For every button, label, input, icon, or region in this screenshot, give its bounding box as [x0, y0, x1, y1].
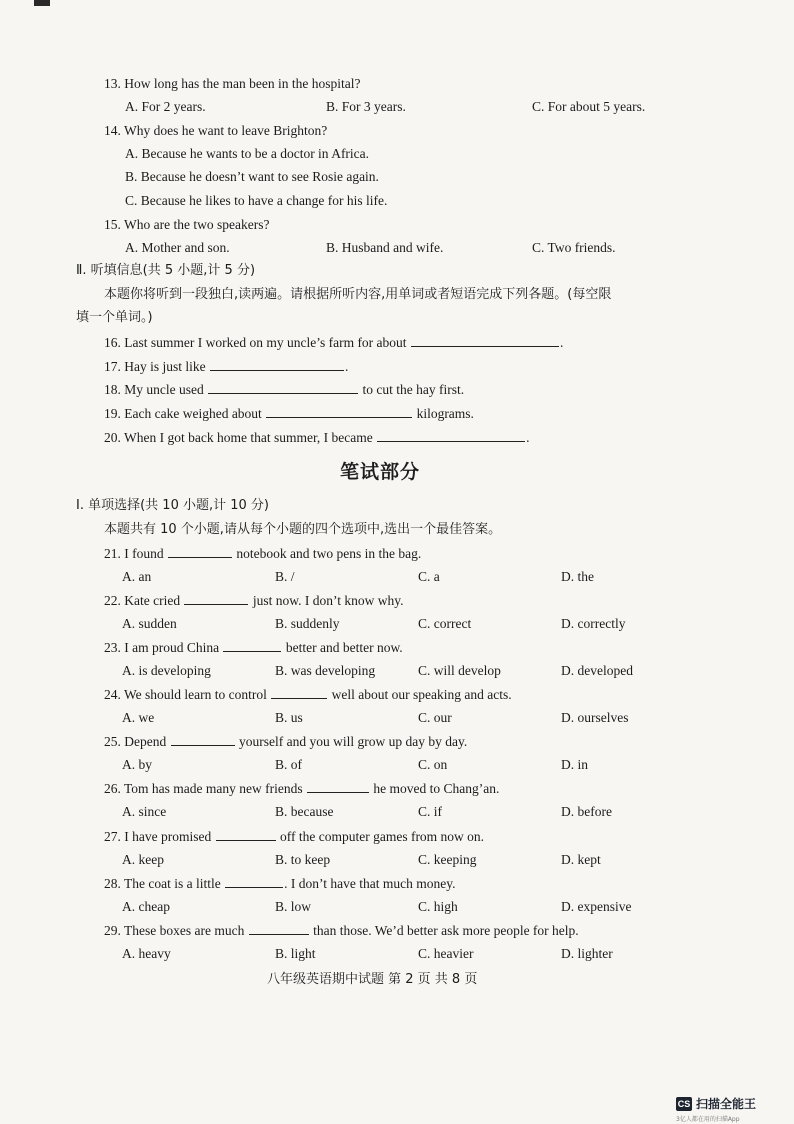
q21-text-end: notebook and two pens in the bag. [236, 546, 422, 561]
q29-option-c: C. heavier [418, 946, 474, 961]
question-22 [104, 591, 403, 610]
q14-option-a: A. Because he wants to be a doctor in Africa. [125, 146, 370, 161]
question-28 [104, 874, 455, 893]
section-2-instruction: 本题你将听到一段独白,读两遍。请根据所听内容,用单词或者短语完成下列各题。(每空限 [104, 287, 612, 302]
q22-text-end: just now. I don’t know why. [252, 593, 404, 608]
q25-option-d: D. in [561, 757, 588, 772]
q24-blank [271, 685, 327, 699]
q27-text-end: off the computer games from now on. [279, 829, 485, 844]
q28-option-d: D. expensive [561, 899, 632, 914]
q29-blank [249, 921, 309, 935]
q19-text: 19. Each cake weighed about [104, 406, 262, 421]
q21-option-c: C. a [418, 569, 440, 584]
q29-option-d: D. lighter [561, 946, 613, 961]
q26-blank [307, 779, 369, 793]
q22-option-d: D. correctly [561, 616, 626, 631]
q13-option-b: B. For 3 years. [326, 99, 406, 114]
q18-text: 18. My uncle used [104, 382, 204, 397]
q26-option-b: B. because [275, 804, 334, 819]
q23-text: 23. I am proud China [104, 640, 220, 655]
q20-answer-blank[interactable] [377, 428, 525, 442]
q24-text-end: well about our speaking and acts. [331, 687, 512, 702]
q26-text-end: he moved to Chang’an. [373, 781, 500, 796]
q24-option-a: A. we [122, 710, 155, 725]
q27-option-d: D. kept [561, 852, 601, 867]
q22-option-c: C. correct [418, 616, 472, 631]
cs-badge-icon: CS [677, 1098, 691, 1109]
q27-option-b: B. to keep [275, 852, 331, 867]
q14-option-c: C. Because he likes to have a change for his life. [125, 193, 388, 208]
q19-text-end: kilograms. [416, 406, 474, 421]
section-1-heading: Ⅰ. 单项选择(共 10 小题,计 10 分) [76, 498, 269, 513]
q26-option-c: C. if [418, 804, 443, 819]
page-footer: 八年级英语期中试题 第 2 页 共 8 页 [267, 972, 478, 987]
q23-option-a: A. is developing [122, 663, 211, 678]
question-15: 15. Who are the two speakers? [104, 217, 270, 232]
q28-option-c: C. high [418, 899, 458, 914]
q24-option-c: C. our [418, 710, 452, 725]
question-23 [104, 638, 403, 657]
question-14: 14. Why does he want to leave Brighton? [104, 123, 328, 138]
q15-option-a: A. Mother and son. [125, 240, 230, 255]
q17-period: . [345, 359, 349, 374]
section-1-instruction: 本题共有 10 个小题,请从每个小题的四个选项中,选出一个最佳答案。 [104, 522, 502, 537]
q28-text: 28. The coat is a little [104, 876, 221, 891]
camscanner-tagline: 3亿人都在用的扫描App [676, 1116, 740, 1123]
q25-option-c: C. on [418, 757, 448, 772]
q23-option-c: C. will develop [418, 663, 501, 678]
q29-option-a: A. heavy [122, 946, 171, 961]
question-17 [104, 357, 348, 376]
q15-option-b: B. Husband and wife. [326, 240, 444, 255]
q26-option-a: A. since [122, 804, 167, 819]
q13-option-c: C. For about 5 years. [532, 99, 646, 114]
q18-answer-blank[interactable] [208, 380, 358, 394]
q22-option-a: A. sudden [122, 616, 177, 631]
q24-text: 24. We should learn to control [104, 687, 267, 702]
q28-text-end: . I don’t have that much money. [284, 876, 456, 891]
q25-option-a: A. by [122, 757, 152, 772]
section-2-heading: Ⅱ. 听填信息(共 5 小题,计 5 分) [76, 263, 256, 278]
question-26 [104, 779, 499, 798]
q28-option-b: B. low [275, 899, 312, 914]
written-part-title: 笔试部分 [340, 461, 421, 483]
q21-option-b: B. / [275, 569, 295, 584]
q19-answer-blank[interactable] [266, 404, 412, 418]
q23-option-d: D. developed [561, 663, 633, 678]
q28-option-a: A. cheap [122, 899, 170, 914]
q15-option-c: C. Two friends. [532, 240, 616, 255]
camscanner-logo [676, 1095, 756, 1112]
q25-option-b: B. of [275, 757, 302, 772]
question-29 [104, 921, 579, 940]
q21-text: 21. I found [104, 546, 164, 561]
q16-answer-blank[interactable] [411, 333, 559, 347]
q25-text-end: yourself and you will grow up day by day. [238, 734, 468, 749]
q13-option-a: A. For 2 years. [125, 99, 206, 114]
q24-option-d: D. ourselves [561, 710, 629, 725]
q22-blank [184, 591, 248, 605]
q18-text-end: to cut the hay first. [362, 382, 465, 397]
camscanner-name: 扫描全能王 [696, 1097, 757, 1111]
q27-option-a: A. keep [122, 852, 164, 867]
q23-blank [223, 638, 281, 652]
q17-text: 17. Hay is just like [104, 359, 206, 374]
question-13: 13. How long has the man been in the hospital? [104, 76, 361, 91]
q26-option-d: D. before [561, 804, 612, 819]
q27-option-c: C. keeping [418, 852, 477, 867]
q29-option-b: B. light [275, 946, 316, 961]
q26-text: 26. Tom has made many new friends [104, 781, 303, 796]
question-18 [104, 380, 464, 399]
q16-text: 16. Last summer I worked on my uncle’s farm for about [104, 335, 407, 350]
q14-option-b: B. Because he doesn’t want to see Rosie again. [125, 169, 379, 184]
q22-option-b: B. suddenly [275, 616, 340, 631]
q21-option-a: A. an [122, 569, 152, 584]
q24-option-b: B. us [275, 710, 303, 725]
section-2-instruction-cont: 填一个单词。) [76, 310, 153, 325]
q29-text-end: than those. We’d better ask more people for help. [313, 923, 579, 938]
question-24 [104, 685, 512, 704]
q16-period: . [559, 335, 564, 350]
question-21 [104, 544, 421, 563]
q21-blank [168, 544, 232, 558]
question-20 [104, 428, 530, 447]
q29-text: 29. These boxes are much [104, 923, 245, 938]
q23-text-end: better and better now. [285, 640, 403, 655]
question-16 [104, 333, 563, 352]
q21-option-d: D. the [561, 569, 594, 584]
q25-text: 25. Depend [104, 734, 167, 749]
q20-text: 20. When I got back home that summer, I became [104, 430, 373, 445]
question-25 [104, 732, 467, 751]
q20-period: . [526, 430, 530, 445]
q22-text: 22. Kate cried [104, 593, 181, 608]
q27-text: 27. I have promised [104, 829, 212, 844]
question-19 [104, 404, 474, 423]
q25-blank [171, 732, 235, 746]
question-27 [104, 827, 484, 846]
q28-blank [225, 874, 283, 888]
q27-blank [216, 827, 276, 841]
q23-option-b: B. was developing [275, 663, 376, 678]
q17-answer-blank[interactable] [210, 357, 344, 371]
